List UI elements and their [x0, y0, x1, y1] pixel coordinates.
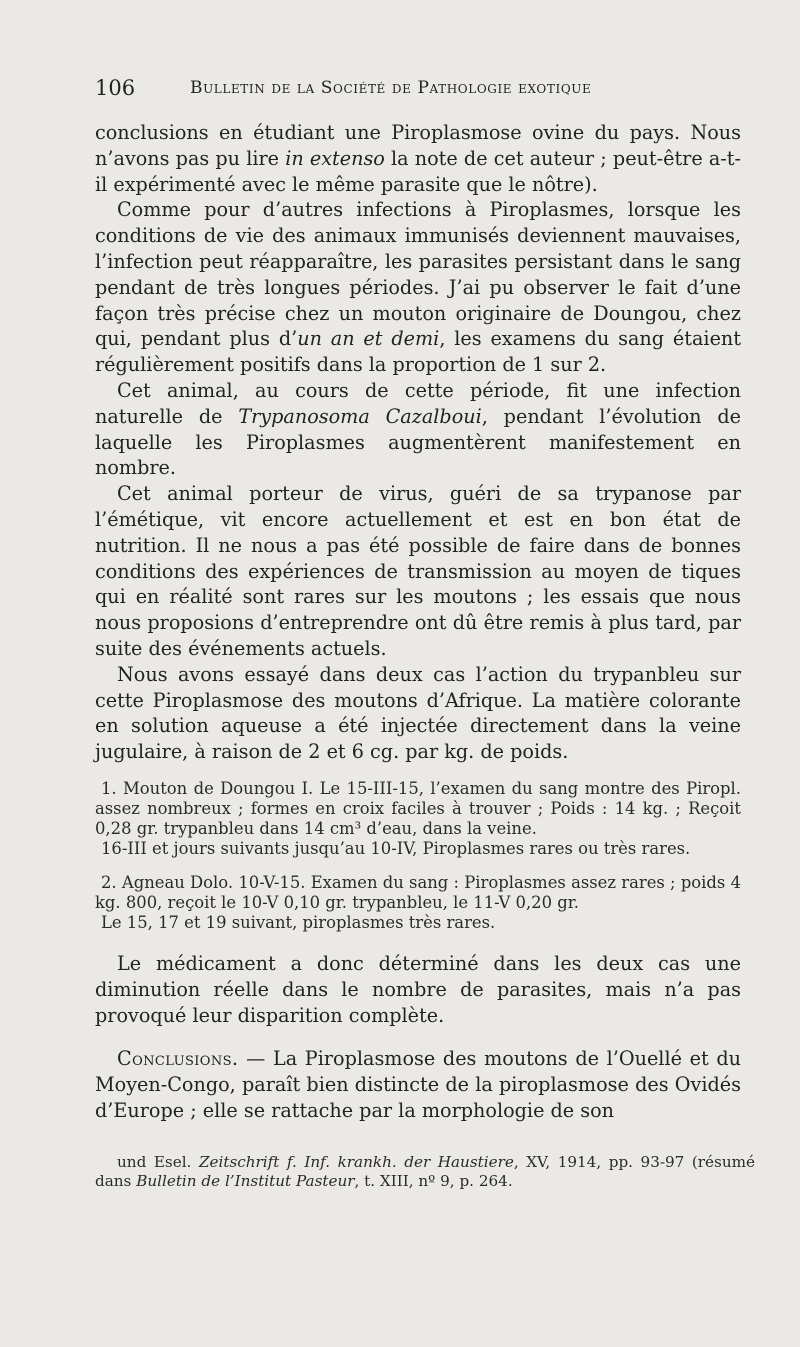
paragraph-2 — [95, 197, 741, 378]
page-header — [95, 76, 745, 106]
footnote — [95, 1153, 755, 1191]
paragraph-2-italic: un an et demi — [297, 327, 440, 351]
footnote-text-b: , XV, 1914, pp. 93-97 (résumé dans — [95, 1153, 755, 1190]
conclusions-label: Conclusions. — [117, 1047, 239, 1071]
note-2-line-b: Le 15, 17 et 19 suivant, piroplasmes très rares. — [101, 912, 496, 932]
paragraph-2-text-end: , les examens du sang étaient régulièrement positifs dans la proportion de 1 sur 2. — [95, 327, 741, 377]
note-2 — [95, 873, 741, 933]
paragraph-3 — [95, 378, 741, 481]
paragraph-2-text: Comme pour d’autres infections à Piroplasmes, lorsque les conditions de vie des animaux immunisés deviennent mauvaises, l’infection peut réapparaître, les parasites persistant dans le sang pendant de très longues périodes. J’ai pu observer le fait d’une façon très précise chez un mouton originaire de Doungou, chez qui, pendant plus d’ — [95, 198, 741, 351]
paragraph-conclusions — [95, 1046, 741, 1123]
footnote-text-a: und Esel. — [117, 1153, 199, 1171]
paragraph-1-text-end: la note de cet auteur ; peut-être a-t-il expérimenté avec le même parasite que le nôtre). — [95, 146, 741, 196]
body-text — [95, 120, 741, 1124]
footnote-bulletin: Bulletin de l’Institut Pasteur — [136, 1172, 355, 1190]
note-1-line-b: 16-III et jours suivants jusqu’au 10-IV, Piroplasmes rares ou très rares. — [101, 838, 691, 858]
paragraph-1 — [95, 120, 741, 197]
running-title: Bulletin de la Société de Pathologie exotique — [190, 78, 592, 98]
paragraph-3-italic: Trypanosoma Cazalboui — [238, 404, 482, 428]
footnote-text-c: , t. XIII, nº 9, p. 264. — [354, 1172, 513, 1190]
note-2-line-a: 2. Agneau Dolo. 10-V-15. Examen du sang : Piroplasmes assez rares ; poids 4 kg. 800, reçoit le 10-V 0,10 gr. trypanbleu, le 11-V 0,20 gr. — [95, 872, 741, 912]
paragraph-1-italic: in extenso — [285, 146, 385, 170]
paragraph-4: Cet animal porteur de virus, guéri de sa trypanose par l’émétique, vit encore actuellement et est en bon état de nutrition. Il ne nous a pas été possible de faire dans de bonnes conditions des expériences de transmission au moyen de tiques qui en réalité sont rares sur les moutons ; les essais que nous nous proposions d’entreprendre ont dû être remis à plus tard, par suite des événements actuels. — [95, 482, 741, 660]
paragraph-1-text: conclusions en étudiant une Piroplasmose ovine du pays. Nous n’avons pas pu lire — [95, 121, 741, 170]
conclusions-text: — La Piroplasmose des moutons de l’Ouellé et du Moyen-Congo, paraît bien distincte de la piroplasmose des Ovidés d’Europe ; elle se rattache par la morphologie de son — [95, 1047, 741, 1122]
paragraph-3-text: Cet animal, au cours de cette période, fit une infection naturelle de — [95, 378, 741, 428]
paragraph-5: Nous avons essayé dans deux cas l’action du trypanbleu sur cette Piroplasmose des moutons d’Afrique. La matière colorante en solution aqueuse a été injectée directement dans la veine jugulaire, à raison de 2 et 6 cg. par kg. de poids. — [95, 662, 741, 764]
note-1-line-a: 1. Mouton de Doungou I. Le 15-III-15, l’examen du sang montre des Piropl. assez nombreux ; formes en croix faciles à trouver ; Poids : 14 kg. ; Reçoit 0,28 gr. trypanbleu dans 14 cm³ d’eau, dans la veine. — [95, 778, 741, 838]
note-1 — [95, 779, 741, 859]
paragraph-3-text-end: , pendant l’évolution de laquelle les Piroplasmes augmentèrent manifestement en nombre. — [95, 404, 741, 480]
page-number: 106 — [95, 76, 136, 100]
paragraph-6: Le médicament a donc déterminé dans les deux cas une diminution réelle dans le nombre de parasites, mais n’a pas provoqué leur disparition complète. — [95, 951, 741, 1027]
footnote-journal: Zeitschrift f. Inf. krankh. der Haustiere — [198, 1153, 514, 1171]
